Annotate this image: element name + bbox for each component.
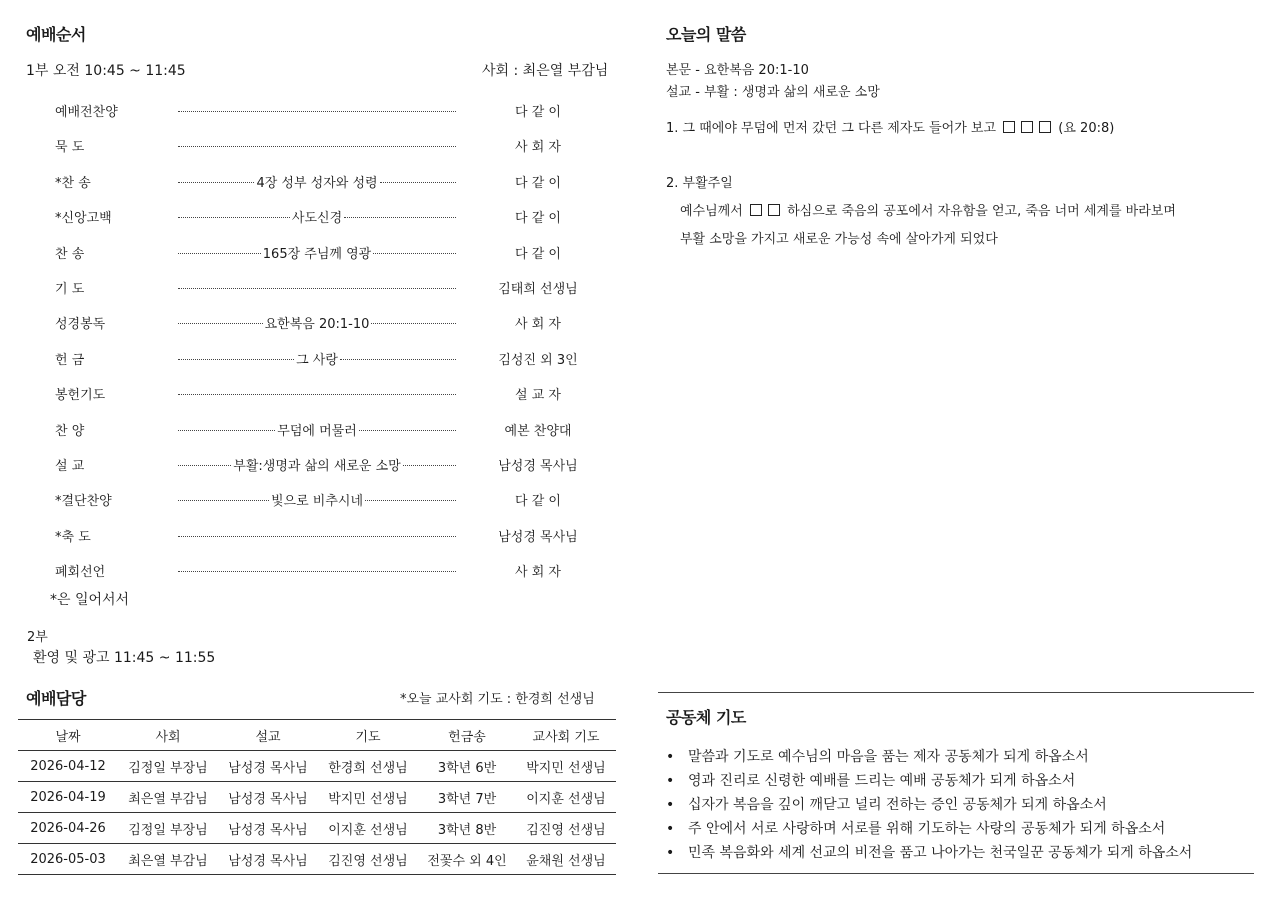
blank-box xyxy=(768,204,780,216)
service-item-name: 성경봉독 xyxy=(55,317,106,332)
stand-note: *은 일어서서 xyxy=(50,592,130,608)
service-row xyxy=(0,561,640,581)
service-item-leader: 다 같 이 xyxy=(515,105,561,120)
dot-leader xyxy=(178,111,456,112)
service-item-detail xyxy=(178,136,456,154)
blank-box xyxy=(1021,121,1033,133)
dot-leader xyxy=(371,323,456,324)
blank-box xyxy=(1003,121,1015,133)
service-row xyxy=(0,455,640,475)
dot-leader xyxy=(178,571,456,572)
service-row xyxy=(0,313,640,333)
service-item-detail xyxy=(178,172,456,190)
cell-date: 2026-04-19 xyxy=(30,789,106,805)
teacher-prayer-note: *오늘 교사회 기도 : 한경희 선생님 xyxy=(400,692,595,707)
service-row xyxy=(0,278,640,298)
cell-sermon: 남성경 목사님 xyxy=(228,853,308,869)
service-row xyxy=(0,136,640,156)
question-2-post: 하심으로 죽음의 공포에서 자유함을 얻고, 죽음 너머 세계를 바라보며 xyxy=(787,204,1176,219)
service-item-detail xyxy=(178,313,456,331)
service-item-detail xyxy=(178,278,456,296)
header-offering-song: 헌금송 xyxy=(448,729,486,745)
cell-sermon: 남성경 목사님 xyxy=(228,822,308,838)
question-1-ref: (요 20:8) xyxy=(1058,121,1115,136)
service-item-detail xyxy=(178,490,456,508)
dot-leader xyxy=(178,536,456,537)
cell-prayer: 박지민 선생님 xyxy=(328,791,408,807)
dot-leader xyxy=(340,359,456,360)
part1-time: 1부 오전 10:45 ~ 11:45 xyxy=(26,63,186,79)
header-date: 날짜 xyxy=(55,729,81,745)
order-title: 예배순서 xyxy=(26,25,86,44)
service-item-name: 폐회선언 xyxy=(55,565,106,580)
sermon-line: 설교 - 부활 : 생명과 삶의 새로운 소망 xyxy=(666,85,880,100)
table-row xyxy=(18,813,616,844)
cell-host: 최은열 부감님 xyxy=(128,853,208,869)
service-item-detail xyxy=(178,526,456,544)
question-2-pre: 예수님께서 xyxy=(680,204,743,219)
service-row xyxy=(0,207,640,227)
service-item-detail-text: 4장 성부 성자와 성령 xyxy=(256,175,378,191)
duty-table xyxy=(18,719,616,875)
list-item: • 민족 복음화와 세계 선교의 비전을 품고 나아가는 천국일꾼 공동체가 되게 하옵소서 xyxy=(666,841,1192,865)
service-item-name: 찬 양 xyxy=(55,424,85,439)
word-title: 오늘의 말씀 xyxy=(666,25,746,44)
service-item-name: 찬 송 xyxy=(55,247,85,262)
community-top-rule xyxy=(658,692,1254,693)
dot-leader xyxy=(359,430,456,431)
part2-label: 2부 xyxy=(27,630,48,645)
cell-host: 김정일 부장님 xyxy=(128,760,208,776)
list-item: • 십자가 복음을 깊이 깨닫고 널리 전하는 증인 공동체가 되게 하옵소서 xyxy=(666,793,1192,817)
service-item-leader: 다 같 이 xyxy=(515,247,561,262)
header-teacher-prayer: 교사회 기도 xyxy=(532,729,600,745)
service-item-detail-text: 요한복음 20:1-10 xyxy=(264,316,370,332)
dot-leader xyxy=(403,465,456,466)
cell-prayer: 김진영 선생님 xyxy=(328,853,408,869)
service-item-detail xyxy=(178,349,456,367)
cell-teacher-prayer: 박지민 선생님 xyxy=(526,760,606,776)
service-item-leader: 예본 찬양대 xyxy=(504,424,572,439)
dot-leader xyxy=(178,323,263,324)
cell-prayer: 한경희 선생님 xyxy=(328,760,408,776)
host-line: 사회 : 최은열 부감님 xyxy=(482,63,609,79)
dot-leader xyxy=(178,288,456,289)
cell-date: 2026-04-12 xyxy=(30,758,106,774)
service-item-detail xyxy=(178,243,456,261)
service-item-name: 헌 금 xyxy=(55,353,85,368)
service-item-detail-text: 그 사랑 xyxy=(296,352,338,368)
dot-leader xyxy=(178,465,231,466)
service-row xyxy=(0,420,640,440)
cell-sermon: 남성경 목사님 xyxy=(228,791,308,807)
dot-leader xyxy=(380,182,456,183)
service-row xyxy=(0,172,640,192)
service-row xyxy=(0,101,640,121)
service-row xyxy=(0,490,640,510)
header-prayer: 기도 xyxy=(355,729,381,745)
cell-host: 김정일 부장님 xyxy=(128,822,208,838)
service-item-name: 예배전찬양 xyxy=(55,105,118,120)
duty-header-row xyxy=(18,720,616,751)
service-item-detail xyxy=(178,207,456,225)
service-row xyxy=(0,384,640,404)
dot-leader xyxy=(178,146,456,147)
service-item-detail xyxy=(178,384,456,402)
service-item-leader: 다 같 이 xyxy=(515,211,561,226)
service-row xyxy=(0,526,640,546)
question-1-text: 1. 그 때에야 무덤에 먼저 갔던 그 다른 제자도 들어가 보고 xyxy=(666,121,997,136)
list-item: • 영과 진리로 신령한 예배를 드리는 예배 공동체가 되게 하옵소서 xyxy=(666,769,1192,793)
service-item-leader: 다 같 이 xyxy=(515,494,561,509)
service-item-leader: 김태희 선생님 xyxy=(498,282,578,297)
service-item-detail xyxy=(178,561,456,579)
dot-leader xyxy=(178,430,275,431)
service-item-leader: 사 회 자 xyxy=(515,317,561,332)
service-item-name: 봉헌기도 xyxy=(55,388,106,403)
service-item-leader: 사 회 자 xyxy=(515,565,561,580)
list-item: • 말씀과 기도로 예수님의 마음을 품는 제자 공동체가 되게 하옵소서 xyxy=(666,745,1192,769)
service-item-detail xyxy=(178,101,456,119)
cell-teacher-prayer: 이지훈 선생님 xyxy=(526,791,606,807)
duty-title: 예배담당 xyxy=(26,689,86,708)
cell-date: 2026-05-03 xyxy=(30,851,106,867)
service-item-detail-text: 빛으로 비추시네 xyxy=(270,493,364,509)
scripture-line: 본문 - 요한복음 20:1-10 xyxy=(666,63,809,78)
service-item-detail-text: 부활:생명과 삶의 새로운 소망 xyxy=(233,458,401,474)
blank-box xyxy=(1039,121,1051,133)
service-item-leader: 설 교 자 xyxy=(515,388,561,403)
question-2-title: 2. 부활주일 xyxy=(666,176,733,191)
table-row xyxy=(18,751,616,782)
dot-leader xyxy=(178,253,261,254)
cell-teacher-prayer: 김진영 선생님 xyxy=(526,822,606,838)
part2-time: 환영 및 광고 11:45 ~ 11:55 xyxy=(33,650,216,666)
question-1 xyxy=(666,117,1114,136)
community-bottom-rule xyxy=(658,873,1254,874)
service-item-leader: 남성경 목사님 xyxy=(498,530,578,545)
community-title: 공동체 기도 xyxy=(666,708,746,727)
table-row xyxy=(18,782,616,813)
service-item-name: 설 교 xyxy=(55,459,85,474)
service-row xyxy=(0,243,640,263)
dot-leader xyxy=(178,394,456,395)
service-item-name: *신앙고백 xyxy=(55,211,112,226)
cell-offering-song: 3학년 8반 xyxy=(437,822,497,838)
service-item-detail xyxy=(178,455,456,473)
service-item-detail-text: 무덤에 머물러 xyxy=(277,423,357,439)
service-item-detail-text: 사도신경 xyxy=(291,210,343,226)
community-prayer-list xyxy=(666,745,1192,865)
header-host: 사회 xyxy=(155,729,181,745)
cell-teacher-prayer: 윤채원 선생님 xyxy=(526,853,606,869)
question-2-line-1 xyxy=(680,200,1176,219)
service-item-name: *결단찬양 xyxy=(55,494,112,509)
cell-offering-song: 3학년 7반 xyxy=(437,791,497,807)
dot-leader xyxy=(178,500,269,501)
service-item-leader: 남성경 목사님 xyxy=(498,459,578,474)
service-item-name: 묵 도 xyxy=(55,140,85,155)
dot-leader xyxy=(178,217,290,218)
service-item-name: 기 도 xyxy=(55,282,85,297)
header-sermon: 설교 xyxy=(255,729,281,745)
cell-date: 2026-04-26 xyxy=(30,820,106,836)
cell-host: 최은열 부감님 xyxy=(128,791,208,807)
dot-leader xyxy=(178,182,254,183)
list-item: • 주 안에서 서로 사랑하며 서로를 위해 기도하는 사랑의 공동체가 되게 하옵소서 xyxy=(666,817,1192,841)
service-row xyxy=(0,349,640,369)
service-item-name: *찬 송 xyxy=(55,176,91,191)
cell-offering-song: 3학년 6반 xyxy=(437,760,497,776)
dot-leader xyxy=(373,253,456,254)
cell-prayer: 이지훈 선생님 xyxy=(328,822,408,838)
question-2-line-2: 부활 소망을 가지고 새로운 가능성 속에 살아가게 되었다 xyxy=(680,232,998,247)
service-item-detail-text: 165장 주님께 영광 xyxy=(262,246,372,262)
dot-leader xyxy=(178,359,294,360)
table-row xyxy=(18,844,616,875)
dot-leader xyxy=(365,500,456,501)
blank-box xyxy=(750,204,762,216)
dot-leader xyxy=(344,217,456,218)
service-item-name: *축 도 xyxy=(55,530,91,545)
service-item-leader: 다 같 이 xyxy=(515,176,561,191)
service-item-leader: 김성진 외 3인 xyxy=(498,353,578,368)
service-item-leader: 사 회 자 xyxy=(515,140,561,155)
cell-sermon: 남성경 목사님 xyxy=(228,760,308,776)
cell-offering-song: 전꽃수 외 4인 xyxy=(427,853,507,869)
service-item-detail xyxy=(178,420,456,438)
